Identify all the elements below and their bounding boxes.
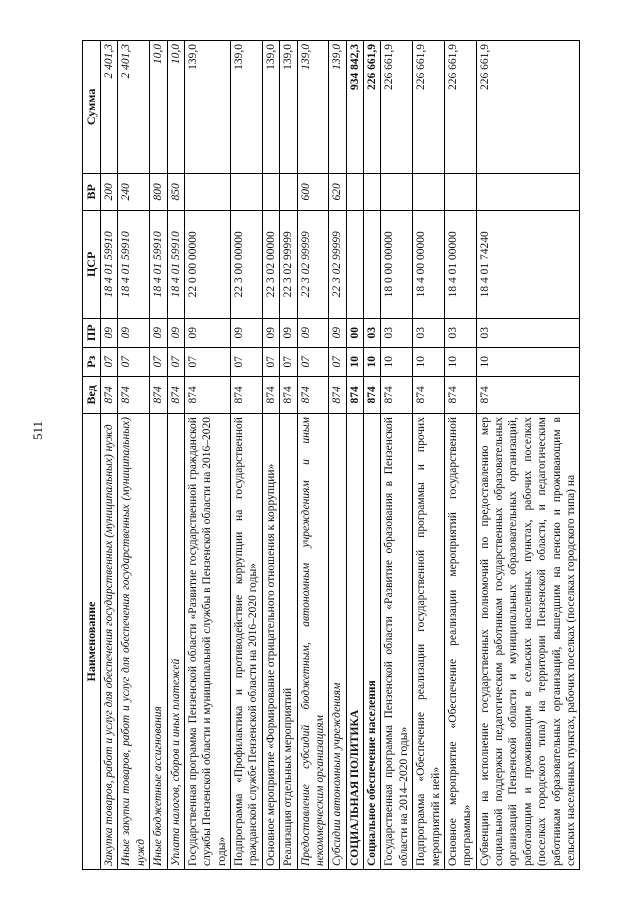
cell-ved: 874 [167,376,184,413]
cell-sum: 2 401,3 [101,41,118,174]
cell-rz: 10 [444,347,476,376]
cell-ved: 874 [101,376,118,413]
cell-vr [346,173,363,210]
rotated-budget-table [82,40,602,870]
cell-vr [364,173,381,210]
cell-rz: 10 [381,347,413,376]
cell-rz: 07 [150,347,167,376]
cell-csr: 18 4 01 59910 [150,210,167,318]
header-pr: ПР [83,318,101,347]
cell-ved: 874 [150,376,167,413]
cell-pr: 03 [364,318,381,347]
cell-pr: 09 [329,318,346,347]
cell-vr [381,173,413,210]
cell-csr: 18 4 01 59910 [101,210,118,318]
cell-rz: 07 [231,347,263,376]
table-body [101,41,580,870]
cell-name: Предоставление субсидий бюджетным, автономным учреждениям и иным некоммерческим организациям [297,414,329,870]
cell-ved: 874 [444,376,476,413]
cell-csr: 18 0 00 00000 [381,210,413,318]
cell-name: СОЦИАЛЬНАЯ ПОЛИТИКА [346,414,363,870]
header-vr: ВР [83,173,101,210]
cell-sum: 934 842,3 [346,41,363,174]
cell-name: Иные закупки товаров, работ и услуг для обеспечения государственных (муниципальных) нужд [118,414,150,870]
cell-pr: 03 [444,318,476,347]
table-row [280,41,297,870]
cell-pr: 03 [476,318,580,347]
cell-pr: 09 [118,318,150,347]
cell-rz: 07 [262,347,279,376]
cell-sum: 139,0 [262,41,279,174]
cell-csr: 22 3 02 99999 [297,210,329,318]
cell-ved: 874 [413,376,445,413]
cell-csr: 18 4 01 74240 [476,210,580,318]
cell-sum: 226 661,9 [476,41,580,174]
cell-rz: 07 [101,347,118,376]
table-row [297,41,329,870]
cell-rz: 10 [476,347,580,376]
cell-vr: 800 [150,173,167,210]
cell-vr: 600 [297,173,329,210]
table-row [413,41,445,870]
cell-ved: 874 [381,376,413,413]
cell-rz: 10 [346,347,363,376]
cell-name: Реализация отдельных мероприятий [280,414,297,870]
cell-pr: 09 [167,318,184,347]
cell-rz: 07 [167,347,184,376]
table-row [329,41,346,870]
table-row [364,41,381,870]
cell-pr: 09 [150,318,167,347]
cell-name: Государственная программа Пензенской области «Развитие государственной гражданской службы Пензенской области и муниципальной службы в Пензенской области на 2016–2020 годы» [184,414,230,870]
cell-csr [346,210,363,318]
cell-name: Государственная программа Пензенской области «Развитие образования в Пензенской области на 2014–2020 годы» [381,414,413,870]
cell-csr: 18 4 01 00000 [444,210,476,318]
cell-name: Уплата налогов, сборов и иных платежей [167,414,184,870]
cell-csr: 18 4 00 00000 [413,210,445,318]
cell-ved: 874 [346,376,363,413]
cell-name: Субсидии автономным учреждениям [329,414,346,870]
cell-vr: 200 [101,173,118,210]
header-rz: Рз [83,347,101,376]
cell-csr: 18 4 01 59910 [118,210,150,318]
cell-csr: 22 0 00 00000 [184,210,230,318]
cell-pr: 09 [184,318,230,347]
cell-ved: 874 [476,376,580,413]
cell-rz: 07 [280,347,297,376]
header-sum: Сумма [83,41,101,174]
cell-pr: 09 [101,318,118,347]
table-row [346,41,363,870]
cell-csr: 22 3 02 99999 [280,210,297,318]
cell-ved: 874 [297,376,329,413]
cell-pr: 09 [262,318,279,347]
cell-vr [231,173,263,210]
cell-rz: 07 [297,347,329,376]
table-row [150,41,167,870]
cell-pr: 09 [297,318,329,347]
cell-vr: 620 [329,173,346,210]
table-row [184,41,230,870]
cell-rz: 07 [329,347,346,376]
cell-ved: 874 [262,376,279,413]
cell-sum: 226 661,9 [444,41,476,174]
cell-name: Подпрограмма «Обеспечение реализации государственной программы и прочих мероприятий к ней» [413,414,445,870]
cell-sum: 226 661,9 [381,41,413,174]
cell-name: Основное мероприятие «Формирование отрицательного отношения к коррупции» [262,414,279,870]
cell-vr: 850 [167,173,184,210]
cell-sum: 226 661,9 [413,41,445,174]
table-header-row [83,41,101,870]
budget-table [82,40,580,870]
cell-csr: 22 3 02 99999 [329,210,346,318]
table-row [231,41,263,870]
cell-pr: 09 [280,318,297,347]
cell-sum: 139,0 [231,41,263,174]
cell-vr [184,173,230,210]
table-row [381,41,413,870]
cell-ved: 874 [329,376,346,413]
cell-vr: 240 [118,173,150,210]
cell-name: Основное мероприятие «Обеспечение реализации мероприятий государственной программы» [444,414,476,870]
cell-ved: 874 [364,376,381,413]
cell-sum: 139,0 [329,41,346,174]
header-csr: ЦСР [83,210,101,318]
cell-name: Закупка товаров, работ и услуг для обеспечения государственных (муниципальных) нужд [101,414,118,870]
cell-vr [280,173,297,210]
cell-name: Иные бюджетные ассигнования [150,414,167,870]
cell-sum: 139,0 [297,41,329,174]
cell-csr: 22 3 02 00000 [262,210,279,318]
cell-vr [262,173,279,210]
cell-csr: 18 4 01 59910 [167,210,184,318]
cell-name: Социальное обеспечение населения [364,414,381,870]
cell-pr: 09 [231,318,263,347]
cell-pr: 03 [413,318,445,347]
cell-rz: 10 [364,347,381,376]
cell-sum: 139,0 [184,41,230,174]
cell-sum: 226 661,9 [364,41,381,174]
cell-vr [476,173,580,210]
cell-ved: 874 [231,376,263,413]
cell-sum: 139,0 [280,41,297,174]
cell-csr [364,210,381,318]
cell-rz: 10 [413,347,445,376]
table-row [444,41,476,870]
cell-vr [444,173,476,210]
cell-ved: 874 [184,376,230,413]
cell-rz: 07 [118,347,150,376]
cell-sum: 10,0 [150,41,167,174]
cell-pr: 00 [346,318,363,347]
table-row [118,41,150,870]
table-row [101,41,118,870]
table-row [476,41,580,870]
cell-rz: 07 [184,347,230,376]
header-name: Наименование [83,414,101,870]
page-number: 511 [30,420,45,440]
cell-csr: 22 3 00 00000 [231,210,263,318]
cell-name: Подпрограмма «Профилактика и противодействие коррупции на государственной гражданской службе Пензенской области на 2016–2020 годы» [231,414,263,870]
cell-name: Субвенции на исполнение государственных полномочий по предоставлению мер социальной поддержки педагогическим работникам государственных образовательных организаций Пензенской области и муниципальных образовательных организаций, работающим и проживающим в сельских населенных пунктах, рабочих поселках (поселках городского типа) на территории Пензенской области, и педагогическим работникам образовательных организаций, вышедшим на пенсию и проживающим в сельских населенных пунктах, рабочих поселках (поселках городского типа) на [476,414,580,870]
header-ved: Вед [83,376,101,413]
table-row [262,41,279,870]
cell-ved: 874 [118,376,150,413]
cell-sum: 2 401,3 [118,41,150,174]
cell-vr [413,173,445,210]
cell-sum: 10,0 [167,41,184,174]
cell-pr: 03 [381,318,413,347]
table-row [167,41,184,870]
cell-ved: 874 [280,376,297,413]
